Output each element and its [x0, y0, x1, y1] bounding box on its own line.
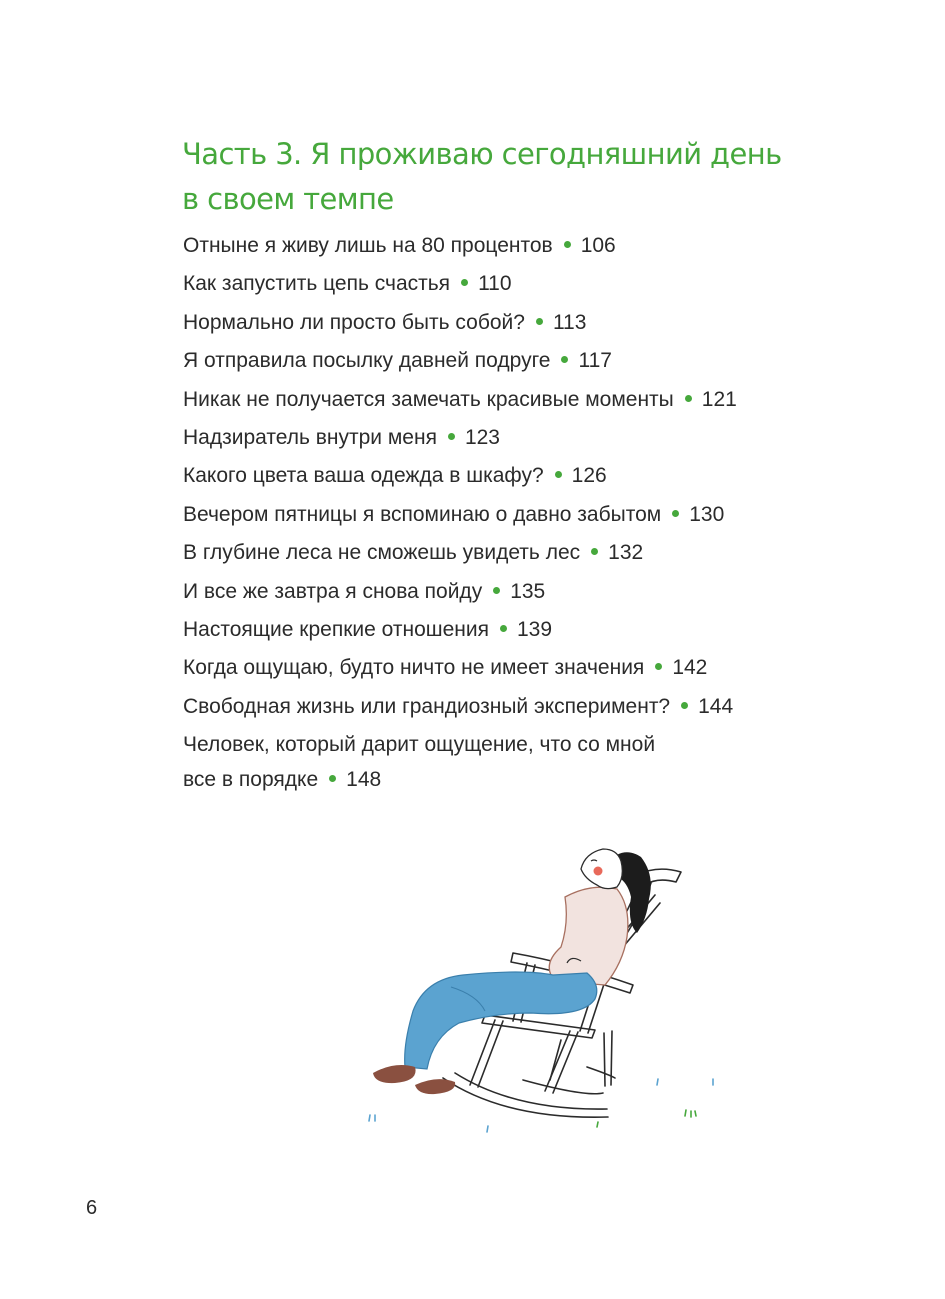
- toc-entry-page: 148: [346, 768, 382, 792]
- toc-entry-page: 142: [672, 656, 708, 680]
- bullet-icon: [591, 548, 598, 555]
- toc-entry-title: Человек, который дарит ощущение, что со мной все в порядке: [183, 733, 656, 792]
- shoes: [373, 1065, 416, 1083]
- toc-entry-title: В глубине леса не сможешь увидеть лес: [183, 541, 581, 565]
- toc-entry-title: Я отправила посылку давней подруге: [183, 349, 551, 373]
- toc-entry-page: 123: [464, 425, 500, 449]
- toc-entry-page: 132: [608, 541, 644, 565]
- toc-entry-page: 106: [580, 234, 616, 257]
- toc-entry-title: Какого цвета ваша одежда в шкафу?: [183, 464, 544, 488]
- toc-entry-page: 130: [689, 502, 725, 526]
- toc-entry: [183, 612, 823, 647]
- cheek: [594, 867, 603, 876]
- table-of-contents: [183, 228, 823, 800]
- toc-entry-title: Когда ощущаю, будто ничто не имеет значения: [183, 656, 645, 680]
- toc-entry: [183, 266, 823, 301]
- bullet-icon: [500, 625, 507, 632]
- toc-entry-page: 113: [552, 310, 587, 334]
- toc-entry-page: 110: [478, 272, 512, 296]
- sweater: [549, 887, 628, 985]
- bullet-icon: [555, 471, 562, 478]
- toc-entry-page: 117: [578, 349, 612, 373]
- bullet-icon: [561, 356, 568, 363]
- toc-entry-title: Отныне я живу лишь на 80 процентов: [183, 234, 553, 257]
- toc-entry: [183, 458, 823, 493]
- toc-entry-page: 144: [698, 694, 734, 718]
- toc-entry: [183, 574, 823, 609]
- toc-entry-title: Никак не получается замечать красивые моменты: [183, 387, 674, 411]
- toc-entry-title: И все же завтра я снова пойду: [183, 579, 483, 603]
- part-title: Часть 3. Я проживаю сегодняшний день в своем темпе: [182, 137, 782, 216]
- bullet-icon: [685, 395, 692, 402]
- rocking-chair-woman-illustration: [355, 835, 755, 1145]
- toc-entry-page: 121: [701, 387, 737, 411]
- bullet-icon: [329, 775, 336, 782]
- bullet-icon: [681, 702, 688, 709]
- shoes: [415, 1079, 455, 1094]
- bullet-icon: [564, 241, 571, 248]
- bullet-icon: [672, 510, 679, 517]
- bullet-icon: [536, 318, 543, 325]
- toc-entry-title: Свободная жизнь или грандиозный эксперимент?: [183, 694, 671, 718]
- page-number: 6: [86, 1197, 98, 1219]
- toc-entry-title: Вечером пятницы я вспоминаю о давно забытом: [183, 502, 662, 526]
- toc-entry-title: Настоящие крепкие отношения: [183, 617, 489, 641]
- toc-entry: [183, 727, 683, 797]
- toc-entry: [183, 228, 823, 263]
- bullet-icon: [448, 433, 455, 440]
- bullet-icon: [461, 279, 468, 286]
- toc-entry: [183, 535, 823, 570]
- bullet-icon: [493, 587, 500, 594]
- toc-entry: [183, 420, 823, 455]
- toc-entry: [183, 497, 823, 532]
- toc-entry: [183, 650, 823, 685]
- toc-entry: [183, 689, 823, 724]
- toc-entry-title: Нормально ли просто быть собой?: [183, 310, 525, 334]
- toc-entry: [183, 382, 823, 417]
- bullet-icon: [655, 663, 662, 670]
- toc-entry-title: Надзиратель внутри меня: [183, 425, 437, 449]
- toc-entry-title: Как запустить цепь счастья: [183, 272, 451, 296]
- toc-entry-page: 126: [571, 464, 607, 488]
- toc-entry: [183, 305, 823, 340]
- toc-entry-page: 139: [517, 617, 553, 641]
- toc-entry: [183, 343, 823, 378]
- toc-entry-page: 135: [510, 579, 546, 603]
